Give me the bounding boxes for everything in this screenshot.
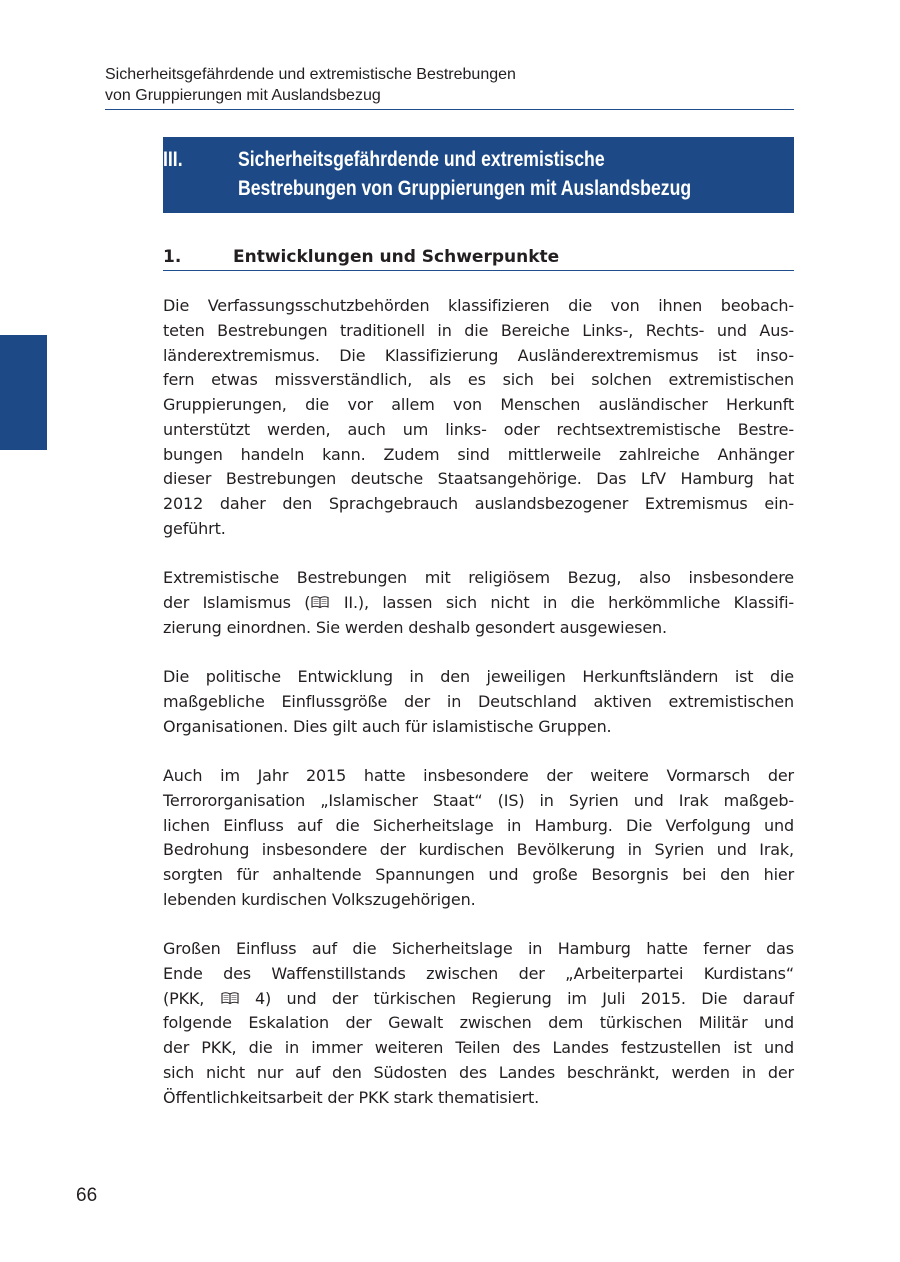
chapter-title-line-2: Bestrebungen von Gruppierungen mit Auslandsbezug <box>238 177 692 200</box>
running-header-line-2: von Gruppierungen mit Auslandsbezug <box>105 87 381 104</box>
text-line: geführt. <box>163 518 226 538</box>
text-line: Organisationen. Dies gilt auch für islamistische Gruppen. <box>163 716 612 736</box>
paragraph-5 <box>163 937 794 1110</box>
text-segment: II.), lassen sich nicht in die herkömmliche Klassifi- <box>330 592 795 612</box>
text-line: teten Bestrebungen traditionell in die Bereiche Links-, Rechts- und Aus- <box>163 320 794 340</box>
text-line: maßgebliche Einflussgröße der in Deutschland aktiven extremistischen <box>163 691 794 711</box>
book-icon <box>221 991 239 1005</box>
text-line: Extremistische Bestrebungen mit religiösem Bezug, also insbesondere <box>163 568 794 587</box>
text-line: Terrororganisation „Islamischer Staat“ (IS) in Syrien und Irak maßgeb- <box>163 790 794 810</box>
paragraph-2 <box>163 566 794 640</box>
chapter-number: III. <box>163 148 183 171</box>
text-line: Auch im Jahr 2015 hatte insbesondere der weitere Vormarsch der <box>163 766 794 785</box>
paragraph-3 <box>163 665 794 739</box>
section-rule <box>163 270 794 271</box>
paragraph-1 <box>163 294 794 542</box>
text-line: Die politische Entwicklung in den jeweiligen Herkunftsländern ist die <box>163 667 794 686</box>
header-rule <box>105 109 794 110</box>
text-line: sorgten für anhaltende Spannungen und große Besorgnis bei den hier <box>163 865 794 884</box>
chapter-side-tab <box>0 335 47 450</box>
running-header <box>105 64 794 106</box>
text-line: Gruppierungen, die vor allem von Menschen ausländischer Herkunft <box>163 395 794 414</box>
section-number: 1. <box>163 247 182 267</box>
chapter-title-line-1: Sicherheitsgefährdende und extremistische <box>238 148 605 171</box>
text-line-with-reference <box>163 591 794 616</box>
text-line: sich nicht nur auf den Südosten des Landes beschränkt, werden in der <box>163 1062 794 1082</box>
section-title: Entwicklungen und Schwerpunkte <box>233 247 560 267</box>
text-line: Öffentlichkeitsarbeit der PKK stark thematisiert. <box>163 1087 540 1107</box>
chapter-title <box>238 145 776 203</box>
page-number: 66 <box>76 1185 98 1206</box>
text-line: der PKK, die in immer weiteren Teilen des Landes festzustellen ist und <box>163 1038 794 1057</box>
text-line: Die Verfassungsschutzbehörden klassifizieren die von ihnen beobach- <box>163 296 794 315</box>
text-line: zierung einordnen. Sie werden deshalb gesondert ausgewiesen. <box>163 617 667 637</box>
running-header-line-1: Sicherheitsgefährdende und extremistische Bestrebungen <box>105 66 516 83</box>
chapter-banner <box>163 137 794 213</box>
text-line: dieser Bestrebungen deutsche Staatsangehörige. Das LfV Hamburg hat <box>163 469 794 489</box>
text-line: bungen handeln kann. Zudem sind mittlerweile zahlreiche Anhänger <box>163 444 794 464</box>
section-heading <box>163 245 794 269</box>
paragraph-4 <box>163 764 794 913</box>
text-line: Großen Einfluss auf die Sicherheitslage in Hamburg hatte ferner das <box>163 939 794 958</box>
text-line: 2012 daher den Sprachgebrauch auslandsbezogener Extremismus ein- <box>163 494 794 513</box>
text-line: länderextremismus. Die Klassifizierung Ausländerextremismus ist inso- <box>163 345 794 365</box>
text-line: lebenden kurdischen Volkszugehörigen. <box>163 889 476 909</box>
text-segment: 4) und der türkischen Regierung im Juli 2015. Die darauf <box>239 988 794 1008</box>
book-icon <box>311 595 329 609</box>
text-line: Ende des Waffenstillstands zwischen der „Arbeiterpartei Kurdistans“ <box>163 963 794 983</box>
text-line: fern etwas missverständlich, als es sich bei solchen extremistischen <box>163 370 794 390</box>
text-line: unterstützt werden, auch um links- oder rechtsextremistische Bestre- <box>163 419 794 439</box>
text-line: Bedrohung insbesondere der kurdischen Bevölkerung in Syrien und Irak, <box>163 840 794 860</box>
text-line-with-reference <box>163 987 794 1012</box>
text-line: lichen Einfluss auf die Sicherheitslage in Hamburg. Die Verfolgung und <box>163 815 794 835</box>
text-line: folgende Eskalation der Gewalt zwischen dem türkischen Militär und <box>163 1013 794 1033</box>
text-segment: der Islamismus ( <box>163 592 311 612</box>
text-segment: (PKK, <box>163 988 220 1008</box>
